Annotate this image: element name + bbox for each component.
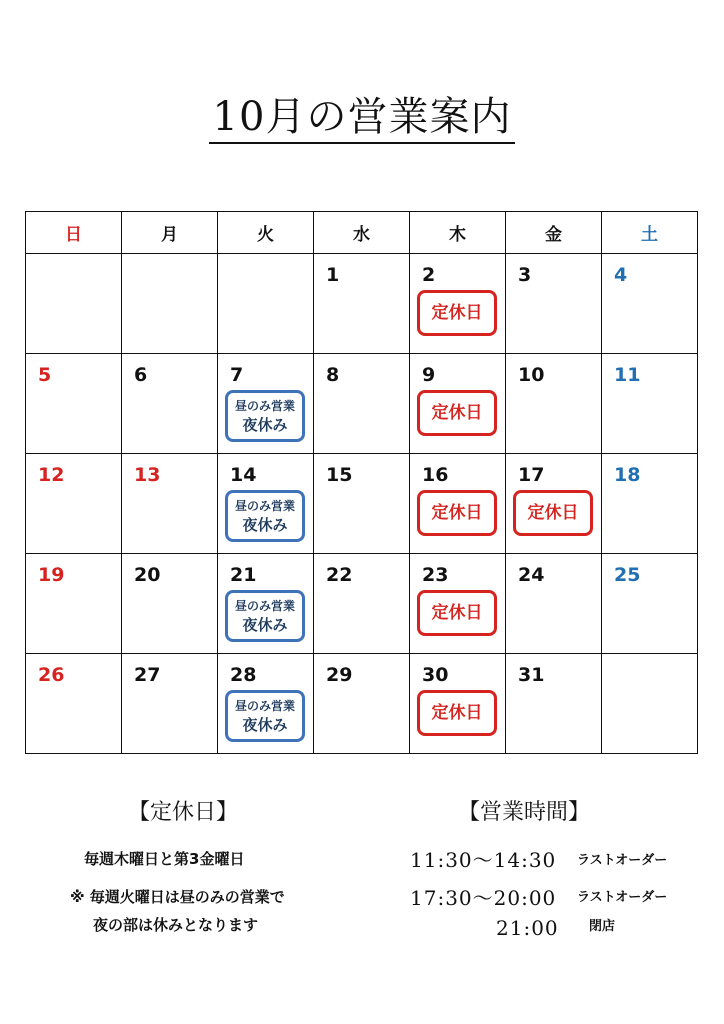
day-number: 1 — [326, 264, 340, 286]
day-number: 24 — [518, 564, 545, 586]
night-closed-label: 夜休み — [242, 716, 288, 734]
page-title: 10月の営業案内 — [0, 92, 724, 142]
lunch-last-order-label: ラストオーダー — [577, 853, 668, 868]
calendar-day-cell — [218, 254, 314, 354]
calendar-day-cell — [410, 354, 506, 454]
calendar-day-cell — [122, 254, 218, 354]
day-number: 30 — [422, 664, 449, 686]
day-number: 3 — [518, 264, 532, 286]
day-number: 31 — [518, 664, 545, 686]
dinner-last-order-label: ラストオーダー — [577, 890, 668, 905]
night-closed-label: 夜休み — [242, 616, 288, 634]
day-number: 22 — [326, 564, 353, 586]
closed-day-badge: 定休日 — [417, 690, 497, 736]
calendar-day-cell — [410, 454, 506, 554]
calendar-day-cell — [218, 554, 314, 654]
calendar-day-cell — [218, 354, 314, 454]
closed-day-badge: 定休日 — [417, 390, 497, 436]
day-number: 21 — [230, 564, 257, 586]
calendar-day-cell — [26, 654, 122, 754]
calendar-day-cell — [122, 354, 218, 454]
calendar-week-row — [26, 454, 698, 554]
weekday-header-fri: 金 — [506, 212, 602, 254]
closed-days-text: 毎週木曜日と第3金曜日 — [84, 850, 245, 868]
calendar-week-row — [26, 654, 698, 754]
calendar-day-cell — [410, 654, 506, 754]
day-number: 23 — [422, 564, 449, 586]
calendar-day-cell — [506, 454, 602, 554]
weekday-header-mon: 月 — [122, 212, 218, 254]
calendar-table — [25, 211, 698, 754]
lunch-only-badge — [225, 690, 305, 742]
weekday-header-row — [26, 212, 698, 254]
weekday-header-thu: 木 — [410, 212, 506, 254]
weekday-header-wed: 水 — [314, 212, 410, 254]
day-number: 26 — [38, 664, 65, 686]
calendar-day-cell — [602, 454, 698, 554]
day-number: 29 — [326, 664, 353, 686]
day-number: 10 — [518, 364, 545, 386]
day-number: 20 — [134, 564, 161, 586]
calendar-week-row — [26, 354, 698, 454]
closed-day-badge: 定休日 — [417, 490, 497, 536]
calendar-day-cell — [506, 654, 602, 754]
calendar-day-cell — [410, 554, 506, 654]
lunch-only-badge — [225, 590, 305, 642]
calendar-week-row — [26, 554, 698, 654]
weekday-header-tue: 火 — [218, 212, 314, 254]
day-number: 15 — [326, 464, 353, 486]
calendar-day-cell — [506, 554, 602, 654]
day-number: 11 — [614, 364, 641, 386]
calendar-day-cell — [314, 254, 410, 354]
day-number: 17 — [518, 464, 545, 486]
day-number: 8 — [326, 364, 340, 386]
calendar-day-cell — [506, 354, 602, 454]
day-number: 16 — [422, 464, 449, 486]
calendar-day-cell — [122, 554, 218, 654]
calendar-day-cell — [26, 554, 122, 654]
day-number: 27 — [134, 664, 161, 686]
dinner-hours: 17:30〜20:00 — [410, 886, 557, 910]
night-closed-label: 夜休み — [242, 516, 288, 534]
day-number: 12 — [38, 464, 65, 486]
lunch-only-badge — [225, 490, 305, 542]
day-number: 28 — [230, 664, 257, 686]
night-closed-label: 夜休み — [242, 416, 288, 434]
calendar-day-cell — [410, 254, 506, 354]
calendar-day-cell — [506, 254, 602, 354]
calendar-day-cell — [26, 454, 122, 554]
calendar-day-cell — [314, 454, 410, 554]
lunch-only-badge — [225, 390, 305, 442]
calendar-day-cell — [26, 254, 122, 354]
day-number: 9 — [422, 364, 436, 386]
day-number: 25 — [614, 564, 641, 586]
calendar-day-cell — [314, 654, 410, 754]
calendar-day-cell — [314, 354, 410, 454]
closed-day-badge: 定休日 — [417, 290, 497, 336]
day-number: 7 — [230, 364, 244, 386]
tuesday-note-line2: 夜の部は休みとなります — [93, 916, 259, 934]
day-number: 6 — [134, 364, 148, 386]
closed-days-header: 【定休日】 — [128, 800, 239, 825]
lunch-only-label: 昼のみ営業 — [234, 399, 295, 413]
calendar-day-cell — [218, 454, 314, 554]
calendar-day-cell — [602, 254, 698, 354]
lunch-only-label: 昼のみ営業 — [234, 499, 295, 513]
calendar-week-row — [26, 254, 698, 354]
lunch-hours: 11:30〜14:30 — [410, 848, 557, 872]
closed-day-badge: 定休日 — [513, 490, 593, 536]
lunch-only-label: 昼のみ営業 — [234, 699, 295, 713]
day-number: 2 — [422, 264, 436, 286]
lunch-only-label: 昼のみ営業 — [234, 599, 295, 613]
day-number: 13 — [134, 464, 161, 486]
weekday-header-sun: 日 — [26, 212, 122, 254]
calendar-day-cell — [602, 554, 698, 654]
weekday-header-sat: 土 — [602, 212, 698, 254]
business-hours-header: 【営業時間】 — [458, 800, 591, 825]
day-number: 4 — [614, 264, 628, 286]
day-number: 18 — [614, 464, 641, 486]
closed-day-badge: 定休日 — [417, 590, 497, 636]
closing-time: 21:00 — [496, 916, 559, 940]
calendar-day-cell — [122, 654, 218, 754]
calendar-day-cell — [26, 354, 122, 454]
day-number: 19 — [38, 564, 65, 586]
tuesday-note-line1: ※ 毎週火曜日は昼のみの営業で — [70, 888, 285, 906]
calendar-day-cell — [602, 354, 698, 454]
calendar-day-cell — [314, 554, 410, 654]
calendar-day-cell — [218, 654, 314, 754]
day-number: 5 — [38, 364, 52, 386]
closing-label: 閉店 — [589, 919, 616, 934]
calendar-day-cell — [602, 654, 698, 754]
day-number: 14 — [230, 464, 257, 486]
calendar-day-cell — [122, 454, 218, 554]
